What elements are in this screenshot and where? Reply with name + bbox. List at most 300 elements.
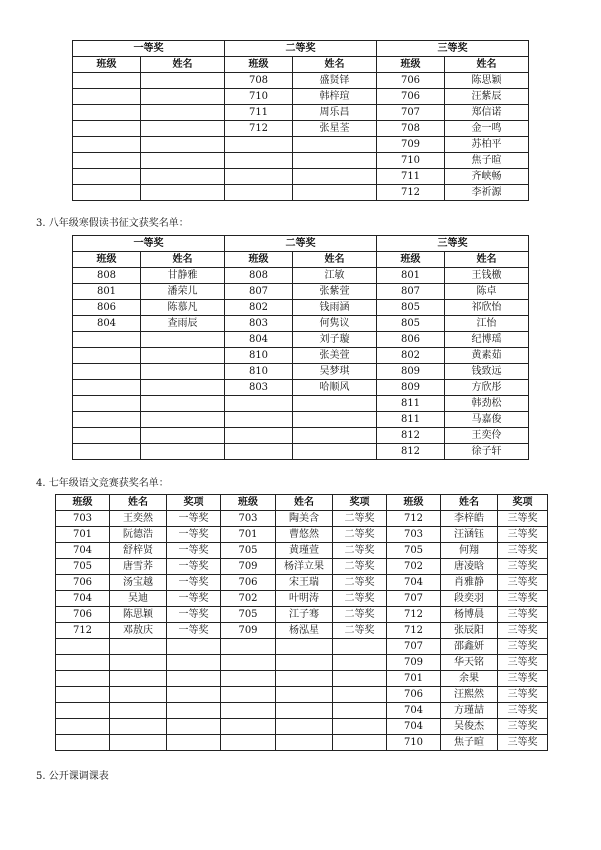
table-row	[73, 332, 529, 348]
table-row	[56, 591, 548, 607]
group-header: 二等奖	[225, 236, 377, 252]
caption-section-4: 4. 七年级语文竞赛获奖名单：	[36, 478, 169, 489]
table-cell	[141, 89, 225, 105]
table-cell	[276, 719, 333, 735]
table-cell: 二等奖	[333, 591, 387, 607]
table-cell: 二等奖	[333, 607, 387, 623]
table-cell	[167, 655, 221, 671]
table-cell	[276, 671, 333, 687]
table-cell: 焦子暄	[445, 153, 529, 169]
table-cell: 二等奖	[333, 543, 387, 559]
group-header: 一等奖	[73, 41, 225, 57]
table-cell: 707	[387, 639, 441, 655]
table-cell	[56, 703, 110, 719]
table-cell	[221, 639, 276, 655]
table-cell: 805	[377, 300, 445, 316]
table-cell: 706	[56, 575, 110, 591]
table-cell: 钱致远	[445, 364, 529, 380]
column-header: 姓名	[441, 495, 498, 511]
table-cell: 金一鸣	[445, 121, 529, 137]
table-cell: 甘静雅	[141, 268, 225, 284]
table-cell: 712	[56, 623, 110, 639]
table-cell: 宋王瑞	[276, 575, 333, 591]
table-cell: 705	[221, 607, 276, 623]
table-cell	[167, 735, 221, 751]
table-cell	[73, 444, 141, 460]
table-cell: 陈慕凡	[141, 300, 225, 316]
table-cell	[225, 137, 293, 153]
table-cell	[110, 719, 167, 735]
table-row	[73, 284, 529, 300]
table-cell	[73, 412, 141, 428]
table-cell: 708	[225, 73, 293, 89]
table-cell: 吴梦琪	[293, 364, 377, 380]
table-cell: 810	[225, 348, 293, 364]
table-cell: 803	[225, 316, 293, 332]
table-cell	[56, 735, 110, 751]
table-cell	[110, 735, 167, 751]
column-header: 班级	[387, 495, 441, 511]
table-cell: 杨洋立果	[276, 559, 333, 575]
table-cell: 邓敖庆	[110, 623, 167, 639]
table-cell	[141, 428, 225, 444]
table-cell: 709	[221, 623, 276, 639]
table-cell: 705	[221, 543, 276, 559]
table-cell	[73, 121, 141, 137]
table-cell: 811	[377, 396, 445, 412]
table-cell: 何隽议	[293, 316, 377, 332]
table-cell	[110, 655, 167, 671]
table-cell	[221, 735, 276, 751]
column-header: 班级	[56, 495, 110, 511]
table-cell: 712	[387, 511, 441, 527]
table-cell: 三等奖	[498, 671, 548, 687]
table-cell	[276, 639, 333, 655]
table-grade7-chinese-contest	[55, 494, 548, 751]
table-cell	[56, 719, 110, 735]
table-row	[56, 575, 548, 591]
table-cell: 702	[387, 559, 441, 575]
table-cell: 王奕然	[110, 511, 167, 527]
table-cell	[141, 137, 225, 153]
table-cell	[293, 169, 377, 185]
table-cell	[73, 380, 141, 396]
table-cell: 三等奖	[498, 575, 548, 591]
table-row	[73, 300, 529, 316]
table-cell	[293, 153, 377, 169]
table-cell	[73, 348, 141, 364]
table-cell: 812	[377, 444, 445, 460]
table-cell	[333, 687, 387, 703]
column-header: 班级	[221, 495, 276, 511]
table-cell	[56, 687, 110, 703]
table-cell: 704	[387, 719, 441, 735]
table-cell: 叶明涛	[276, 591, 333, 607]
table-cell: 三等奖	[498, 719, 548, 735]
table-cell: 811	[377, 412, 445, 428]
table-row	[73, 268, 529, 284]
table-cell	[141, 185, 225, 201]
table-cell: 三等奖	[498, 527, 548, 543]
table-row	[56, 639, 548, 655]
column-header-class: 班级	[377, 57, 445, 73]
table-cell	[73, 169, 141, 185]
table-row	[56, 607, 548, 623]
table-cell: 三等奖	[498, 703, 548, 719]
table-cell	[333, 719, 387, 735]
table-cell: 三等奖	[498, 591, 548, 607]
table-cell	[293, 412, 377, 428]
table-cell: 709	[387, 655, 441, 671]
table-cell: 806	[377, 332, 445, 348]
table-cell: 710	[387, 735, 441, 751]
table-row	[73, 396, 529, 412]
table-cell: 张美萱	[293, 348, 377, 364]
table-cell: 二等奖	[333, 527, 387, 543]
table-cell: 韩梓瑄	[293, 89, 377, 105]
table-cell	[333, 735, 387, 751]
table-cell: 712	[387, 623, 441, 639]
table-cell: 唐凌晗	[441, 559, 498, 575]
table-cell	[293, 428, 377, 444]
table-cell	[333, 703, 387, 719]
table-row	[73, 73, 529, 89]
group-header: 一等奖	[73, 236, 225, 252]
column-header-name: 姓名	[445, 252, 529, 268]
table-cell	[225, 153, 293, 169]
column-header-name: 姓名	[141, 252, 225, 268]
table-cell: 三等奖	[498, 543, 548, 559]
table-cell: 刘子璇	[293, 332, 377, 348]
table-cell: 二等奖	[333, 623, 387, 639]
table-cell: 三等奖	[498, 655, 548, 671]
table-cell: 一等奖	[167, 575, 221, 591]
table-cell: 709	[377, 137, 445, 153]
column-header: 奖项	[498, 495, 548, 511]
table-cell	[141, 444, 225, 460]
table-cell: 二等奖	[333, 575, 387, 591]
table-cell: 三等奖	[498, 687, 548, 703]
table-cell	[167, 671, 221, 687]
table-cell	[73, 364, 141, 380]
table-cell: 三等奖	[498, 511, 548, 527]
table-cell	[141, 105, 225, 121]
table-cell: 706	[387, 687, 441, 703]
table-cell: 712	[387, 607, 441, 623]
table-cell: 701	[56, 527, 110, 543]
table-cell	[333, 671, 387, 687]
table-cell: 韩劲松	[445, 396, 529, 412]
table-cell: 杨泓星	[276, 623, 333, 639]
group-header: 三等奖	[377, 41, 529, 57]
table-row	[56, 703, 548, 719]
table-cell: 三等奖	[498, 559, 548, 575]
table-award-list-1	[72, 40, 529, 201]
column-header-class: 班级	[377, 252, 445, 268]
table-row	[73, 153, 529, 169]
table-cell: 一等奖	[167, 527, 221, 543]
table-cell: 一等奖	[167, 591, 221, 607]
table-row	[73, 412, 529, 428]
table-row	[56, 511, 548, 527]
table-cell: 马嘉俊	[445, 412, 529, 428]
table-cell: 一等奖	[167, 543, 221, 559]
table-row	[73, 121, 529, 137]
table-row	[73, 89, 529, 105]
table-cell: 809	[377, 364, 445, 380]
table-cell	[141, 73, 225, 89]
table-cell: 710	[377, 153, 445, 169]
table-cell: 盛贤铎	[293, 73, 377, 89]
column-header: 姓名	[276, 495, 333, 511]
table-cell: 方瑾喆	[441, 703, 498, 719]
group-header: 三等奖	[377, 236, 529, 252]
table-row	[73, 185, 529, 201]
table-cell	[73, 332, 141, 348]
table-cell	[221, 719, 276, 735]
table-cell: 余果	[441, 671, 498, 687]
table-cell: 712	[377, 185, 445, 201]
table-cell	[110, 687, 167, 703]
table-cell: 706	[221, 575, 276, 591]
table-cell: 804	[73, 316, 141, 332]
table-cell: 808	[225, 268, 293, 284]
table-cell: 804	[225, 332, 293, 348]
table-cell: 703	[56, 511, 110, 527]
column-header-name: 姓名	[445, 57, 529, 73]
table-cell	[293, 444, 377, 460]
table-cell: 李祈源	[445, 185, 529, 201]
table-cell: 801	[377, 268, 445, 284]
table-cell	[167, 703, 221, 719]
table-cell	[73, 185, 141, 201]
table-cell: 705	[56, 559, 110, 575]
table-row	[56, 735, 548, 751]
table-cell: 江怡	[445, 316, 529, 332]
table-cell: 江子骞	[276, 607, 333, 623]
table-row	[56, 559, 548, 575]
table-cell: 潘荣儿	[141, 284, 225, 300]
table-cell: 704	[387, 703, 441, 719]
table-cell	[141, 153, 225, 169]
table-cell	[225, 412, 293, 428]
table-cell	[141, 332, 225, 348]
table-cell: 汤宝越	[110, 575, 167, 591]
table-cell: 706	[56, 607, 110, 623]
table-cell: 王奕伶	[445, 428, 529, 444]
table-row	[73, 316, 529, 332]
column-header: 姓名	[110, 495, 167, 511]
table-cell: 焦子暄	[441, 735, 498, 751]
table-cell: 810	[225, 364, 293, 380]
caption-section-3: 3. 八年级寒假读书征文获奖名单：	[36, 218, 189, 229]
table-cell: 704	[56, 543, 110, 559]
table-cell: 吴迪	[110, 591, 167, 607]
column-header-class: 班级	[225, 57, 293, 73]
table-cell: 陈思颖	[445, 73, 529, 89]
table-cell	[141, 169, 225, 185]
group-header-row	[73, 236, 529, 252]
table-cell: 一等奖	[167, 623, 221, 639]
table-cell	[141, 121, 225, 137]
table-cell: 肖雅静	[441, 575, 498, 591]
column-header: 奖项	[167, 495, 221, 511]
table-cell: 舒梓贤	[110, 543, 167, 559]
table-cell: 齐峡畅	[445, 169, 529, 185]
table-cell	[167, 719, 221, 735]
table-cell: 701	[221, 527, 276, 543]
table-cell	[110, 671, 167, 687]
table-cell	[73, 137, 141, 153]
table-cell: 701	[387, 671, 441, 687]
table-cell: 801	[73, 284, 141, 300]
table-cell	[73, 73, 141, 89]
table-cell: 806	[73, 300, 141, 316]
table-cell: 702	[221, 591, 276, 607]
table-cell	[73, 396, 141, 412]
table-cell: 阮德浩	[110, 527, 167, 543]
table-cell: 汪涵钰	[441, 527, 498, 543]
table-cell: 钱雨涵	[293, 300, 377, 316]
table-cell	[293, 396, 377, 412]
table-cell: 纪博瑶	[445, 332, 529, 348]
table-cell: 807	[225, 284, 293, 300]
table-cell: 706	[377, 89, 445, 105]
table-cell	[293, 137, 377, 153]
table-cell	[333, 639, 387, 655]
table-cell	[221, 703, 276, 719]
table-cell: 707	[377, 105, 445, 121]
table-cell	[56, 639, 110, 655]
caption-section-5: 5. 公开课调课表	[36, 771, 109, 782]
table-cell	[225, 396, 293, 412]
table-cell	[276, 687, 333, 703]
table-cell: 一等奖	[167, 607, 221, 623]
table-cell	[225, 169, 293, 185]
table-row	[73, 105, 529, 121]
column-header-name: 姓名	[293, 252, 377, 268]
table-cell: 703	[221, 511, 276, 527]
table-row	[56, 671, 548, 687]
table-cell: 李梓皓	[441, 511, 498, 527]
column-header-class: 班级	[73, 252, 141, 268]
column-header-class: 班级	[73, 57, 141, 73]
table-cell: 周乐昌	[293, 105, 377, 121]
table-cell: 江敏	[293, 268, 377, 284]
group-header: 二等奖	[225, 41, 377, 57]
table-cell: 陶美含	[276, 511, 333, 527]
table-cell: 三等奖	[498, 639, 548, 655]
table-cell	[73, 105, 141, 121]
table-cell: 陈思颖	[110, 607, 167, 623]
table-cell	[141, 348, 225, 364]
table-cell	[276, 735, 333, 751]
table-row	[56, 623, 548, 639]
table-cell	[221, 655, 276, 671]
table-cell	[293, 185, 377, 201]
table-cell: 张辰阳	[441, 623, 498, 639]
table-cell	[73, 153, 141, 169]
table-cell: 807	[377, 284, 445, 300]
table-row	[73, 364, 529, 380]
table-cell	[225, 444, 293, 460]
table-cell	[141, 412, 225, 428]
table-cell: 王钱檄	[445, 268, 529, 284]
table-row	[73, 137, 529, 153]
table-cell: 张紫萱	[293, 284, 377, 300]
table-cell: 二等奖	[333, 511, 387, 527]
table-cell: 711	[225, 105, 293, 121]
table-cell	[56, 671, 110, 687]
table-cell: 吴俊杰	[441, 719, 498, 735]
table-cell: 汪紫辰	[445, 89, 529, 105]
table-cell: 704	[387, 575, 441, 591]
table-cell: 709	[221, 559, 276, 575]
table-cell	[141, 380, 225, 396]
table-row	[73, 444, 529, 460]
table-cell: 哈顺风	[293, 380, 377, 396]
table-cell: 陈卓	[445, 284, 529, 300]
table-cell	[141, 364, 225, 380]
table-cell: 华天铭	[441, 655, 498, 671]
table-row	[73, 428, 529, 444]
table-cell	[110, 703, 167, 719]
table-cell: 苏柏平	[445, 137, 529, 153]
table-cell: 703	[387, 527, 441, 543]
table-cell	[333, 655, 387, 671]
table-cell: 何翔	[441, 543, 498, 559]
table-cell: 汪熙然	[441, 687, 498, 703]
table-cell: 邵鑫妍	[441, 639, 498, 655]
table-cell	[56, 655, 110, 671]
table-cell	[221, 687, 276, 703]
table-cell: 二等奖	[333, 559, 387, 575]
sub-header-row	[73, 252, 529, 268]
table-cell	[221, 671, 276, 687]
table-cell: 三等奖	[498, 623, 548, 639]
table-cell: 徐子轩	[445, 444, 529, 460]
table-cell	[276, 703, 333, 719]
table-row	[56, 655, 548, 671]
table-cell: 三等奖	[498, 735, 548, 751]
header-row	[56, 495, 548, 511]
table-row	[73, 380, 529, 396]
column-header-name: 姓名	[293, 57, 377, 73]
table-cell: 黄素茹	[445, 348, 529, 364]
table-cell	[167, 687, 221, 703]
table-row	[73, 348, 529, 364]
table-cell: 黄瑾萱	[276, 543, 333, 559]
table-row	[73, 169, 529, 185]
table-row	[56, 719, 548, 735]
table-cell	[276, 655, 333, 671]
table-cell	[141, 396, 225, 412]
table-cell: 809	[377, 380, 445, 396]
column-header: 奖项	[333, 495, 387, 511]
group-header-row	[73, 41, 529, 57]
column-header-name: 姓名	[141, 57, 225, 73]
table-cell: 一等奖	[167, 511, 221, 527]
table-cell: 郑信诺	[445, 105, 529, 121]
table-cell: 803	[225, 380, 293, 396]
table-row	[56, 527, 548, 543]
table-cell	[73, 428, 141, 444]
table-cell: 方欣彤	[445, 380, 529, 396]
table-cell	[167, 639, 221, 655]
table-cell: 张星荃	[293, 121, 377, 137]
table-cell	[225, 185, 293, 201]
table-cell	[73, 89, 141, 105]
